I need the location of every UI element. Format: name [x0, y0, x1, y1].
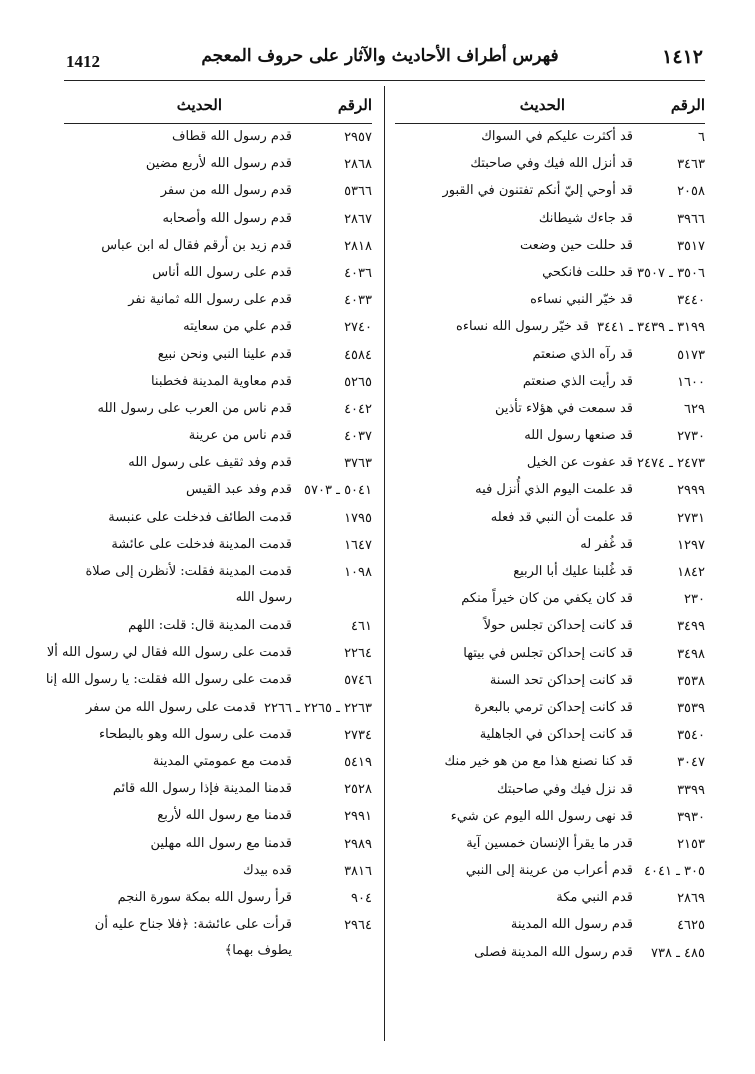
hadith-text: قد عفوت عن الخيل [526, 455, 633, 471]
hadith-text: قد كانت إحداكن تجلس حولاً [483, 618, 633, 634]
hadith-number: ٣٠٥ ـ ٤٠٤١ [644, 864, 705, 880]
hadith-number: ٥٧٤٦ [344, 673, 372, 689]
index-entry [395, 342, 705, 369]
hadith-text: قرأ رسول الله بمكة سورة النجم [117, 889, 292, 905]
hadith-number: ٥١٧٣ [677, 347, 705, 363]
hadith-text: قدم معاوية المدينة فخطبنا [150, 373, 292, 389]
index-entry [64, 532, 372, 559]
hadith-text: قد غُفر له [580, 536, 633, 552]
index-entry [64, 695, 372, 722]
hadith-text: قدمت على رسول الله فقال لي رسول الله ألا [46, 645, 292, 661]
hadith-number: ٢٨١٨ [344, 238, 372, 254]
hadith-number: ١٦٠٠ [677, 374, 705, 390]
index-entry [64, 776, 372, 803]
hadith-text: قدمنا مع رسول الله مهلين [150, 835, 292, 851]
index-entry [395, 831, 705, 858]
hadith-number: ٣٤٩٨ [677, 646, 705, 662]
left-column-header [64, 86, 372, 124]
hadith-text: قدم رسول الله وأصحابه [162, 210, 292, 226]
index-entry [395, 641, 705, 668]
index-entry [64, 151, 372, 178]
hadith-number: ٢٩٩١ [344, 809, 372, 825]
index-entry [64, 124, 372, 151]
hadith-text: قد رأيت الذي صنعتم [522, 373, 633, 389]
hadith-text: قده بيدك [242, 862, 292, 878]
index-entry [395, 559, 705, 586]
index-entry [395, 450, 705, 477]
hadith-number: ٦ [698, 130, 705, 145]
left-entries [45, 124, 372, 966]
hadith-number: ٤٠٣٧ [344, 429, 372, 445]
hadith-number: ٣٥١٧ [677, 238, 705, 254]
right-entries [395, 124, 705, 967]
hadith-number: ٤٠٣٣ [344, 293, 372, 309]
hadith-text: قدمنا المدينة فإذا رسول الله قائم [112, 781, 292, 797]
index-entry [64, 722, 372, 749]
number-heading: الرقم [670, 96, 705, 114]
hadith-number: ٣٩٦٦ [677, 211, 705, 227]
index-entry [395, 695, 705, 722]
hadith-text: قد جاءك شيطانك [538, 210, 633, 226]
hadith-text: قدم ناس من العرب على رسول الله [97, 400, 292, 416]
index-entry [64, 613, 372, 640]
index-entry [395, 233, 705, 260]
index-entry [395, 777, 705, 804]
hadith-text: قدم رسول الله قطاف [172, 129, 292, 144]
hadith-text: قد حللت فانكحي [542, 264, 633, 280]
hadith-text: قد كانت إحداكن في الجاهلية [479, 727, 633, 743]
hadith-number: ٤٠٤٢ [344, 401, 372, 417]
hadith-text: قد غُلبنا عليك أبا الربيع [513, 564, 633, 579]
hadith-number: ٣٧٦٣ [344, 456, 372, 472]
index-entry [395, 613, 705, 640]
hadith-number: ١٧٩٥ [344, 510, 372, 526]
hadith-text: قدمت على رسول الله من سفر [85, 699, 256, 715]
index-entry [46, 640, 372, 667]
hadith-number: ٣٩٣٠ [677, 809, 705, 825]
hadith-text: قدم على رسول الله ثمانية نفر [128, 292, 292, 308]
running-title: فهرس أطراف الأحاديث والآثار على حروف المعجم [201, 46, 559, 66]
index-entry [395, 124, 705, 151]
index-entry [395, 369, 705, 396]
index-entry [64, 314, 372, 341]
hadith-heading: الحديث [176, 96, 222, 114]
hadith-number: ٣٠٤٧ [677, 755, 705, 771]
hadith-text: قدمت الطائف فدخلت على عنبسة [108, 509, 292, 525]
hadith-text: قدم النبي مكة [556, 890, 633, 906]
index-entry [64, 178, 372, 205]
index-entry [395, 151, 705, 178]
hadith-text: قد خيّر رسول الله نساءه [456, 319, 589, 335]
hadith-number: ١٠٩٨ [344, 565, 372, 580]
index-entry [64, 342, 372, 369]
index-entry [395, 314, 705, 341]
hadith-number: ٢٩٩٩ [677, 483, 705, 499]
hadith-text: قد كانت إحداكن تجلس في بيتها [463, 645, 633, 661]
hadith-number: ٣٣٩٩ [677, 782, 705, 798]
hadith-text: قد حللت حين وضعت [519, 237, 633, 253]
index-entry [395, 668, 705, 695]
index-entry [395, 885, 705, 912]
hadith-number: ٥٢٦٥ [344, 374, 372, 390]
index-entry [64, 749, 372, 776]
index-entry [395, 804, 705, 831]
index-entry [64, 912, 372, 966]
index-entry [64, 423, 372, 450]
index-entry [395, 586, 705, 613]
index-entry [395, 532, 705, 559]
hadith-number: ٢٠٥٨ [677, 184, 705, 200]
hadith-number: ٩٠٤ [351, 890, 372, 906]
hadith-number: ٢٧٣٠ [677, 429, 705, 445]
hadith-text: قدم وفد ثقيف على رسول الله [128, 455, 292, 471]
hadith-text: قدم أعراب من عرينة إلى النبي [465, 863, 633, 879]
hadith-text: قد خيّر النبي نساءه [530, 292, 633, 308]
hadith-text: قد علمت اليوم الذي أُنزل فيه [475, 482, 633, 498]
hadith-number: ١٦٤٧ [344, 537, 372, 553]
hadith-text: قد نزل فيك وفي صاحبتك [496, 781, 633, 797]
hadith-text: قد كان يكفي من كان خيراً منكم [461, 591, 633, 607]
index-entry [395, 423, 705, 450]
left-column [45, 86, 372, 966]
hadith-number: ٢٧٣١ [677, 510, 705, 526]
hadith-text: قد كنا نصنع هذا مع من هو خير منك [444, 754, 633, 770]
hadith-number: ٢٨٦٧ [344, 211, 372, 227]
hadith-text: قدم رسول الله المدينة [510, 917, 633, 933]
hadith-number: ٣١٩٩ ـ ٣٤٣٩ ـ ٣٤٤١ [597, 320, 705, 336]
index-entry [395, 912, 705, 939]
index-entry [64, 396, 372, 423]
hadith-text: قدم علي من سعايته [183, 319, 292, 335]
index-entry [395, 505, 705, 532]
hadith-number: ٣٥٣٩ [677, 700, 705, 716]
hadith-number: ٢٧٣٤ [344, 727, 372, 743]
hadith-number: ٣٥٣٨ [677, 673, 705, 689]
hadith-number: ٤٨٥ ـ ٧٣٨ [651, 945, 705, 961]
index-entry [64, 559, 372, 613]
hadith-number: ٤٦٢٥ [677, 918, 705, 934]
hadith-text: قد أوحي إليّ أنكم تفتنون في القبور [442, 183, 633, 199]
hadith-text: قدم رسول الله لأربع مضين [145, 156, 292, 172]
hadith-text: قد نهى رسول الله اليوم عن شيء [450, 808, 633, 824]
index-entry [64, 505, 372, 532]
right-column-header [395, 86, 705, 124]
hadith-number: ٤٥٨٤ [344, 347, 372, 363]
hadith-text: قدم ناس من عرينة [188, 428, 292, 444]
hadith-text: قدم علينا النبي ونحن نبيع [157, 346, 292, 362]
hadith-text: قدم على رسول الله أناس [152, 264, 292, 280]
hadith-text: قدمت مع عمومتي المدينة [152, 753, 292, 769]
index-entry [64, 803, 372, 830]
index-entry [64, 858, 372, 885]
hadith-number: ٣٨١٦ [344, 863, 372, 879]
column-divider [384, 86, 385, 1041]
hadith-number: ٢٩٨٩ [344, 836, 372, 852]
hadith-number: ٢٩٦٤ [344, 918, 372, 934]
hadith-number: ١٨٤٢ [677, 565, 705, 580]
index-entry [395, 287, 705, 314]
index-entry [64, 260, 372, 287]
hadith-text: قد صنعها رسول الله [524, 428, 633, 444]
page-number-arabic: ١٤١٢ [662, 46, 703, 68]
index-entry [64, 885, 372, 912]
hadith-heading: الحديث [519, 96, 565, 114]
hadith-text: قد سمعت في هؤلاء تأذين [494, 400, 633, 416]
hadith-number: ٢٢٦٣ ـ ٢٢٦٥ ـ ٢٢٦٦ [264, 700, 372, 716]
index-entry [64, 287, 372, 314]
index-entry [395, 206, 705, 233]
right-column [395, 86, 705, 967]
hadith-text: قدر ما يقرأ الإنسان خمسين آية [466, 835, 633, 851]
hadith-text: قدم زيد بن أرقم فقال له ابن عباس [101, 237, 292, 253]
header-rule [64, 80, 705, 81]
index-entry [64, 369, 372, 396]
hadith-number: ٣٥٤٠ [677, 728, 705, 744]
hadith-text: قد رآه الذي صنعتم [532, 346, 633, 362]
index-entry [64, 831, 372, 858]
hadith-number: ٢٨٦٩ [677, 891, 705, 907]
index-entry [64, 206, 372, 233]
hadith-text: قدم وفد عبد القيس [186, 482, 292, 498]
hadith-number: ٢١٥٣ [677, 836, 705, 852]
index-entry [395, 722, 705, 749]
index-entry [64, 450, 372, 477]
hadith-text: قد أنزل الله فيك وفي صاحبتك [470, 156, 633, 172]
hadith-number: ٢٨٦٨ [344, 157, 372, 173]
hadith-number: ٢٢٦٤ [344, 646, 372, 662]
hadith-text: قدم رسول الله المدينة فصلى [474, 944, 633, 960]
hadith-number: ٢٤٧٣ ـ ٢٤٧٤ [637, 456, 705, 472]
hadith-text: قدم رسول الله من سفر [160, 183, 292, 199]
hadith-number: ٦٢٩ [684, 401, 705, 417]
index-entry [395, 396, 705, 423]
hadith-number: ٣٤٩٩ [677, 619, 705, 635]
hadith-number: ٣٥٠٦ ـ ٣٥٠٧ [637, 265, 705, 281]
hadith-number: ٢٧٤٠ [344, 320, 372, 336]
hadith-text: قرأت على عائشة: ﴿فلا جناح عليه أن يطوف بهما﴾ [94, 917, 292, 959]
hadith-text: قد أكثرت عليكم في السواك [481, 129, 633, 144]
hadith-text: قد كانت إحداكن ترمي بالبعرة [474, 699, 633, 715]
hadith-number: ٥٠٤١ ـ ٥٧٠٣ [304, 483, 372, 499]
hadith-text: قد علمت أن النبي قد فعله [490, 509, 633, 525]
hadith-number: ٣٤٤٠ [677, 293, 705, 309]
hadith-number: ٢٣٠ [684, 592, 705, 608]
hadith-text: قدمت على رسول الله وهو بالبطحاء [99, 726, 292, 742]
hadith-number: ٢٩٥٧ [344, 130, 372, 145]
index-entry [45, 667, 372, 694]
hadith-number: ٤٦١ [351, 619, 372, 634]
index-entry [64, 233, 372, 260]
hadith-number: ٥٤١٩ [344, 754, 372, 770]
hadith-text: قد كانت إحداكن تحد السنة [489, 672, 633, 688]
index-entry [395, 858, 705, 885]
index-entry [395, 178, 705, 205]
hadith-number: ٣٤٦٣ [677, 157, 705, 173]
hadith-number: ٤٠٣٦ [344, 265, 372, 281]
hadith-number: ٢٥٢٨ [344, 782, 372, 798]
index-entry [395, 260, 705, 287]
index-entry [395, 749, 705, 776]
hadith-text: قدمت على رسول الله فقلت: يا رسول الله إنا [45, 672, 292, 688]
number-heading: الرقم [337, 96, 372, 114]
hadith-number: ١٢٩٧ [677, 537, 705, 553]
index-entry [64, 477, 372, 504]
page-number-latin: 1412 [66, 52, 100, 71]
hadith-text: قدمت المدينة قال: قلت: اللهم [128, 618, 292, 633]
index-entry [395, 477, 705, 504]
index-entry [395, 940, 705, 967]
hadith-text: قدمت المدينة فدخلت على عائشة [111, 536, 292, 552]
hadith-text: قدمنا مع رسول الله لأربع [157, 808, 292, 824]
hadith-text: قدمت المدينة فقلت: لأنظرن إلى صلاة رسول الله [85, 564, 292, 605]
hadith-number: ٥٣٦٦ [344, 184, 372, 200]
